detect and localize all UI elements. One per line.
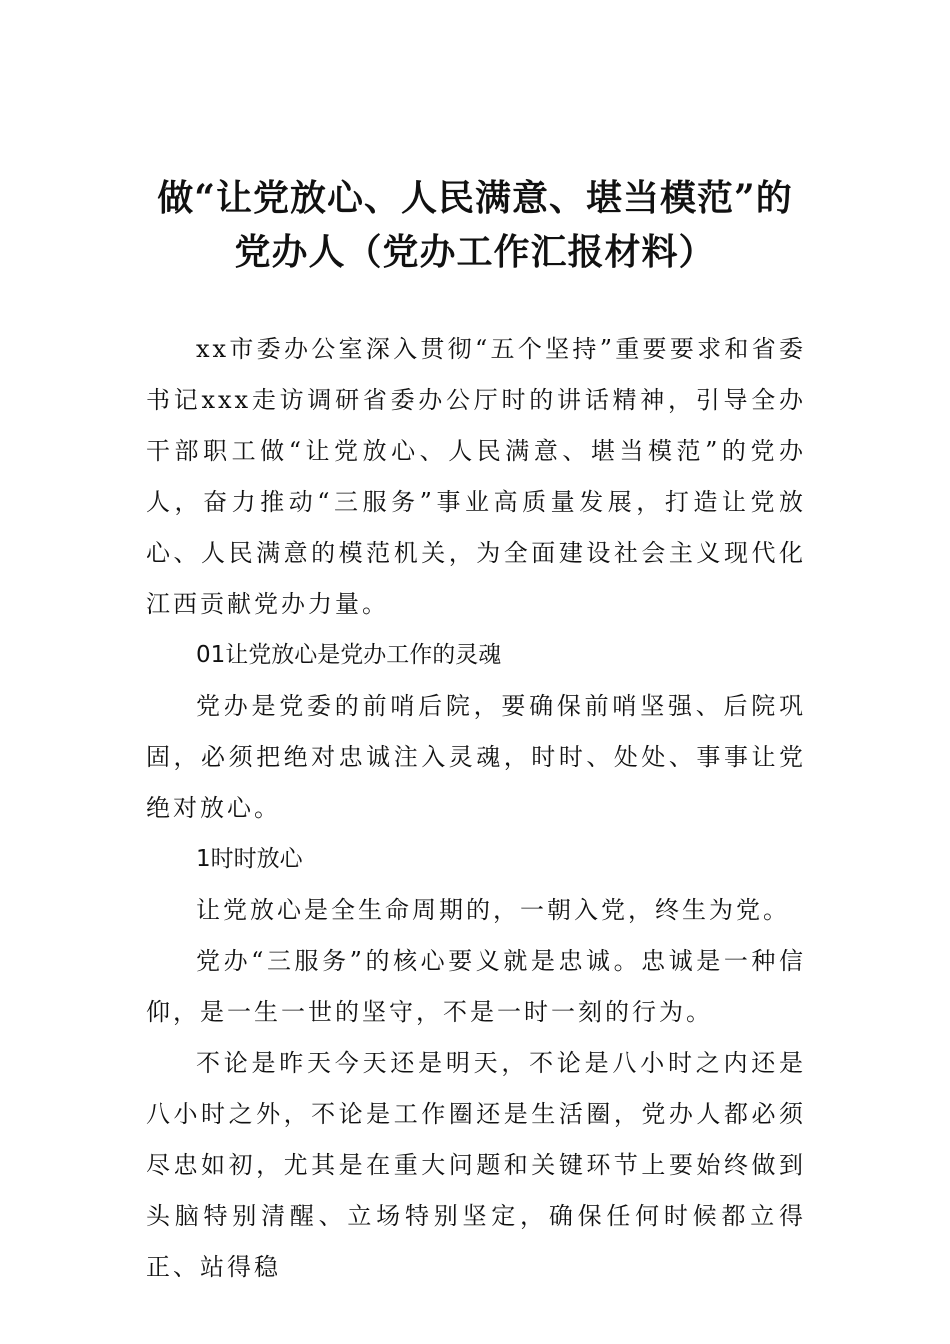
document-body [146,324,806,1293]
section-paragraph: 党办是党委的前哨后院，要确保前哨坚强、后院巩固，必须把绝对忠诚注入灵魂，时时、处处、事事让党绝对放心。 [146,692,806,822]
subsection-heading-1: 1时时放心 [196,846,303,872]
document-title-line-2: 党办人（党办工作汇报材料） [234,231,716,273]
body-paragraph: 让党放心是全生命周期的，一朝入党，终生为党。 [196,896,790,924]
section-heading-01: 01让党放心是党办工作的灵魂 [196,642,502,668]
body-paragraph: 不论是昨天今天还是明天，不论是八小时之内还是八小时之外，不论是工作圈还是生活圈，党办人都必须尽忠如初，尤其是在重大问题和关键环节上要始终做到头脑特别清醒、立场特别坚定，确保任何时候都立得正、站得稳 [146,1049,806,1281]
document-title-line-1: 做“让党放心、人民满意、堪当模范”的 [157,177,793,219]
body-paragraph: 党办“三服务”的核心要义就是忠诚。忠诚是一种信仰，是一生一世的坚守，不是一时一刻的行为。 [146,947,806,1026]
intro-paragraph: xx市委办公室深入贯彻“五个坚持”重要要求和省委书记xxx走访调研省委办公厅时的讲话精神，引导全办干部职工做“让党放心、人民满意、堪当模范”的党办人，奋力推动“三服务”事业高质量发展，打造让党放心、人民满意的模范机关，为全面建设社会主义现代化江西贡献党办力量。 [146,335,806,618]
